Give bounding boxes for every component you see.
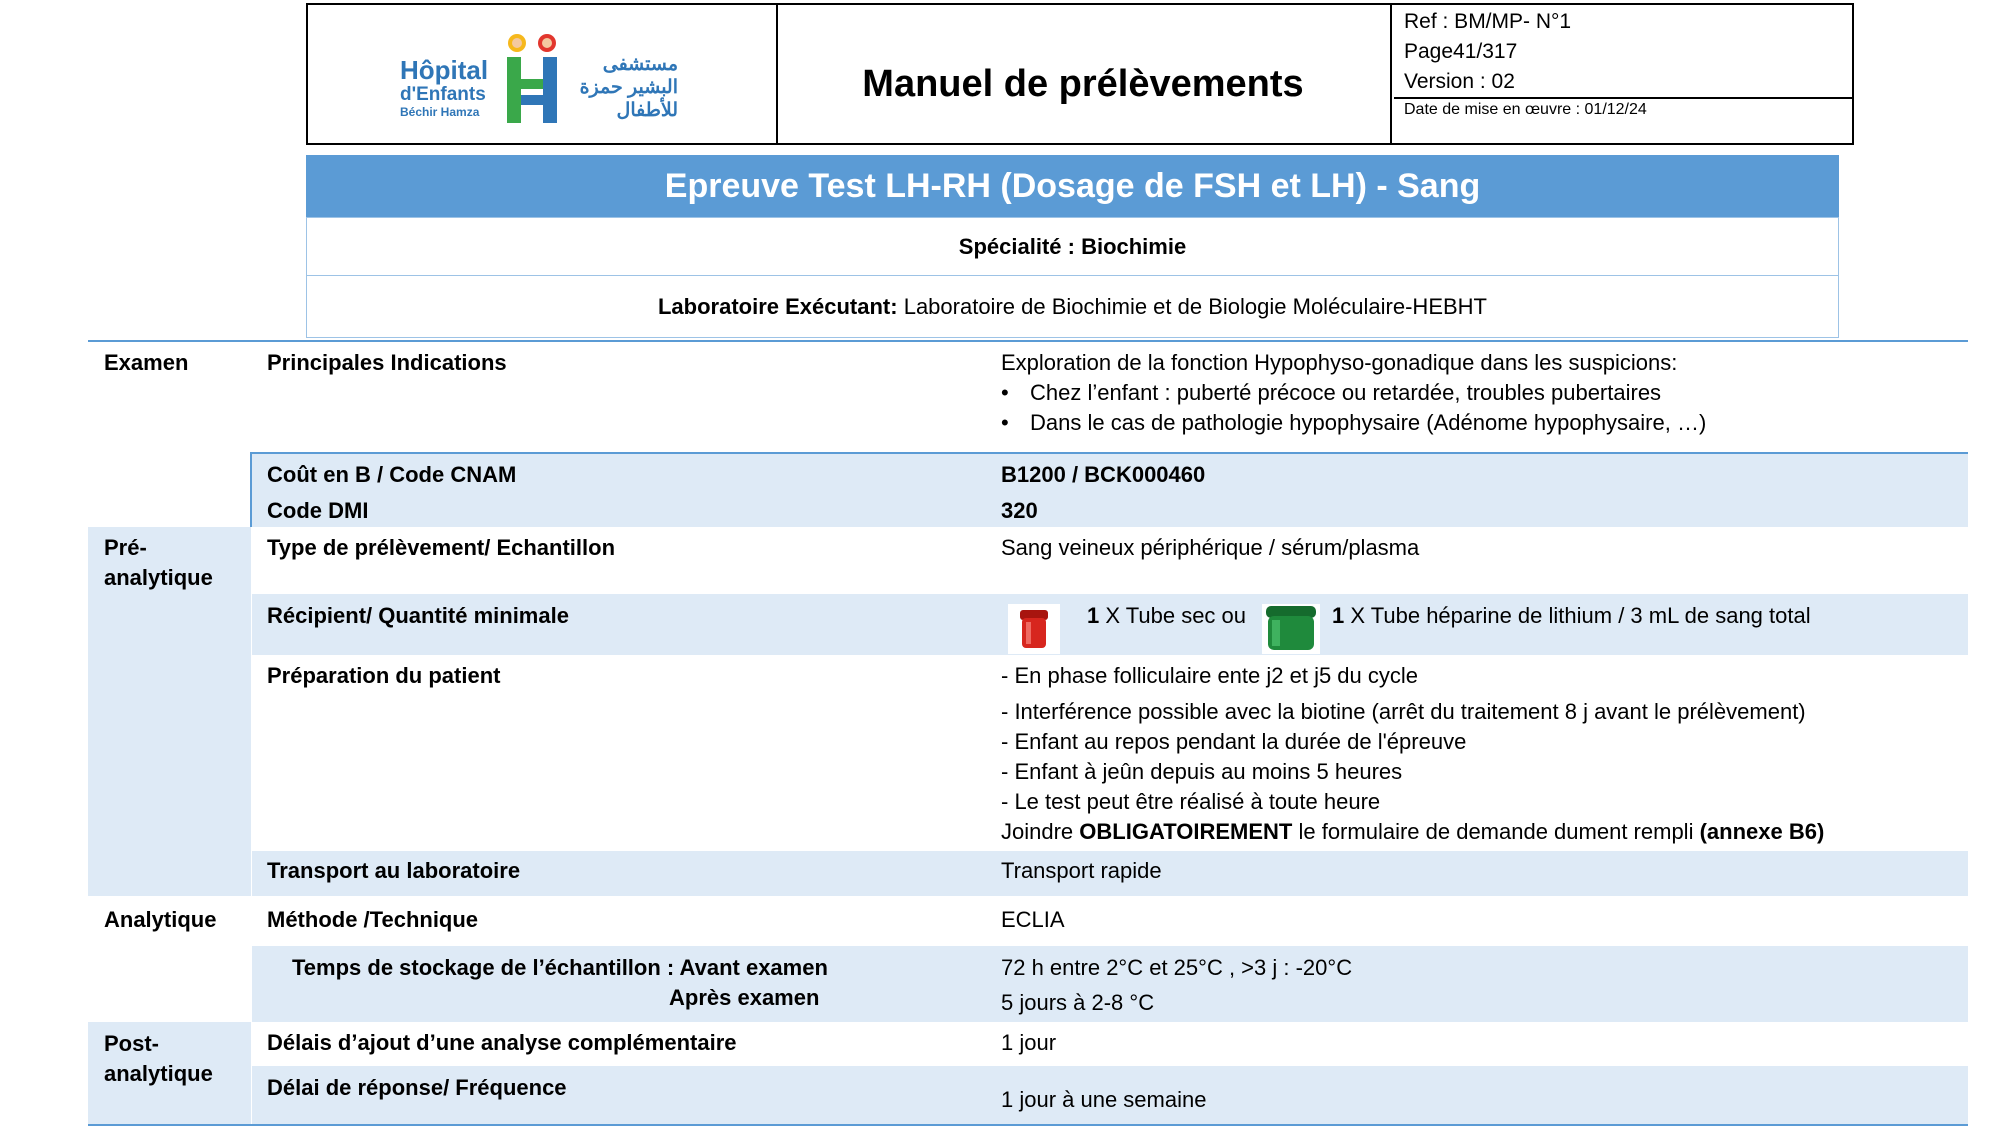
preparation-line: - En phase folliculaire ente j2 et j5 du cycle xyxy=(1001,663,1419,688)
logo-ar-line-3: للأطفال xyxy=(616,100,678,121)
laboratoire-executant xyxy=(306,276,1839,338)
transport-value: Transport rapide xyxy=(1001,858,1162,883)
delais-value: 1 jour xyxy=(1001,1030,1057,1055)
logo-ar-line-2: البشير حمزة xyxy=(579,77,678,98)
table-top-rule xyxy=(88,340,1968,342)
page-number: Page41/317 xyxy=(1404,40,1518,63)
cout-label: Coût en B / Code CNAM xyxy=(267,462,517,487)
joindre-text: Joindre xyxy=(1001,819,1080,844)
methode-label: Méthode /Technique xyxy=(267,907,479,932)
bullet-1: • xyxy=(1001,380,1009,405)
stockage-label-apres: Après examen xyxy=(669,985,820,1010)
dmi-label: Code DMI xyxy=(267,498,369,523)
reference-number: Ref : BM/MP- N°1 xyxy=(1404,10,1572,33)
preparation-line: - Enfant au repos pendant la durée de l'épreuve xyxy=(1001,729,1467,754)
recipient-option-2 xyxy=(1332,601,1811,631)
laboratoire-label: Laboratoire Exécutant: xyxy=(657,293,898,319)
indications-intro: Exploration de la fonction Hypophyso-gonadique dans les suspicions: xyxy=(1001,350,1678,375)
joindre-mid: le formulaire de demande dument rempli xyxy=(1292,819,1700,844)
reponse-value: 1 jour à une semaine xyxy=(1001,1087,1207,1112)
reference-cell xyxy=(1394,5,1852,143)
logo-ar-line-1: مستشفى xyxy=(602,54,678,75)
indications-label: Principales Indications xyxy=(267,350,507,375)
type-label: Type de prélèvement/ Echantillon xyxy=(267,535,616,560)
green-tube-icon xyxy=(1262,604,1320,654)
recipient-text-1: X Tube sec ou xyxy=(1099,603,1247,628)
logo-line-1: Hôpital xyxy=(400,55,489,85)
stockage-value-apres: 5 jours à 2-8 °C xyxy=(1001,990,1155,1015)
recipient-text-2: X Tube héparine de lithium / 3 mL de sang total xyxy=(1344,603,1811,628)
indication-item-1: Chez l’enfant : puberté précoce ou retardée, troubles pubertaires xyxy=(1030,380,1662,405)
logo-french-text xyxy=(400,57,488,118)
logo-line-2: d'Enfants xyxy=(400,84,486,105)
preparation-line: - Enfant à jeûn depuis au moins 5 heures xyxy=(1001,759,1403,784)
test-title: Epreuve Test LH-RH (Dosage de FSH et LH) - Sang xyxy=(306,155,1839,217)
stockage-label-avant: Temps de stockage de l’échantillon : Avant examen xyxy=(292,955,828,980)
document-title: Manuel de prélèvements xyxy=(862,62,1304,105)
document-header xyxy=(306,3,1854,145)
section-examen: Examen xyxy=(104,350,189,375)
logo-line-3: Béchir Hamza xyxy=(400,105,480,119)
title-cell xyxy=(776,5,1392,143)
section-postanalytique-1: Post- xyxy=(104,1031,159,1056)
recipient-qty-2: 1 xyxy=(1332,603,1345,628)
section-preanalytique-2: analytique xyxy=(104,565,213,590)
type-value: Sang veineux périphérique / sérum/plasma xyxy=(1001,535,1420,560)
red-tube-icon xyxy=(1008,604,1060,654)
bullet-2: • xyxy=(1001,410,1009,435)
dmi-value: 320 xyxy=(1001,498,1038,523)
transport-label: Transport au laboratoire xyxy=(267,858,521,883)
preparation-line: - Le test peut être réalisé à toute heure xyxy=(1001,789,1381,814)
effective-date: Date de mise en œuvre : 01/12/24 xyxy=(1404,101,1647,118)
logo-arabic-text xyxy=(568,53,678,122)
section-preanalytique-1: Pré- xyxy=(104,535,147,560)
hospital-logo xyxy=(308,5,776,143)
delais-label: Délais d’ajout d’une analyse complémentaire xyxy=(267,1030,737,1055)
logo-cell xyxy=(308,5,778,143)
joindre-formulaire xyxy=(1001,817,1824,847)
reference-divider xyxy=(1394,97,1852,99)
recipient-qty-1: 1 xyxy=(1087,603,1100,628)
reference-block xyxy=(1404,7,1571,97)
preparation-line: - Interférence possible avec la biotine (arrêt du traitement 8 j avant le prélèvement) xyxy=(1001,699,1806,724)
joindre-annexe: (annexe B6) xyxy=(1699,819,1825,844)
recipient-option-1 xyxy=(1087,601,1246,631)
preparation-label: Préparation du patient xyxy=(267,663,501,688)
reponse-label: Délai de réponse/ Fréquence xyxy=(267,1075,567,1100)
laboratoire-value: Laboratoire de Biochimie et de Biologie Moléculaire-HEBHT xyxy=(897,293,1487,319)
stockage-value-avant: 72 h entre 2°C et 25°C , >3 j : -20°C xyxy=(1001,955,1353,980)
methode-value: ECLIA xyxy=(1001,907,1065,932)
specialite: Spécialité : Biochimie xyxy=(306,217,1839,276)
indication-item-2: Dans le cas de pathologie hypophysaire (Adénome hypophysaire, …) xyxy=(1030,410,1707,435)
version: Version : 02 xyxy=(1404,70,1515,93)
section-postanalytique-2: analytique xyxy=(104,1061,213,1086)
cout-value: B1200 / BCK000460 xyxy=(1001,462,1206,487)
logo-h-icon xyxy=(503,33,565,125)
section-analytique: Analytique xyxy=(104,907,217,932)
joindre-obligatoire: OBLIGATOIREMENT xyxy=(1079,819,1293,844)
recipient-label: Récipient/ Quantité minimale xyxy=(267,603,569,628)
